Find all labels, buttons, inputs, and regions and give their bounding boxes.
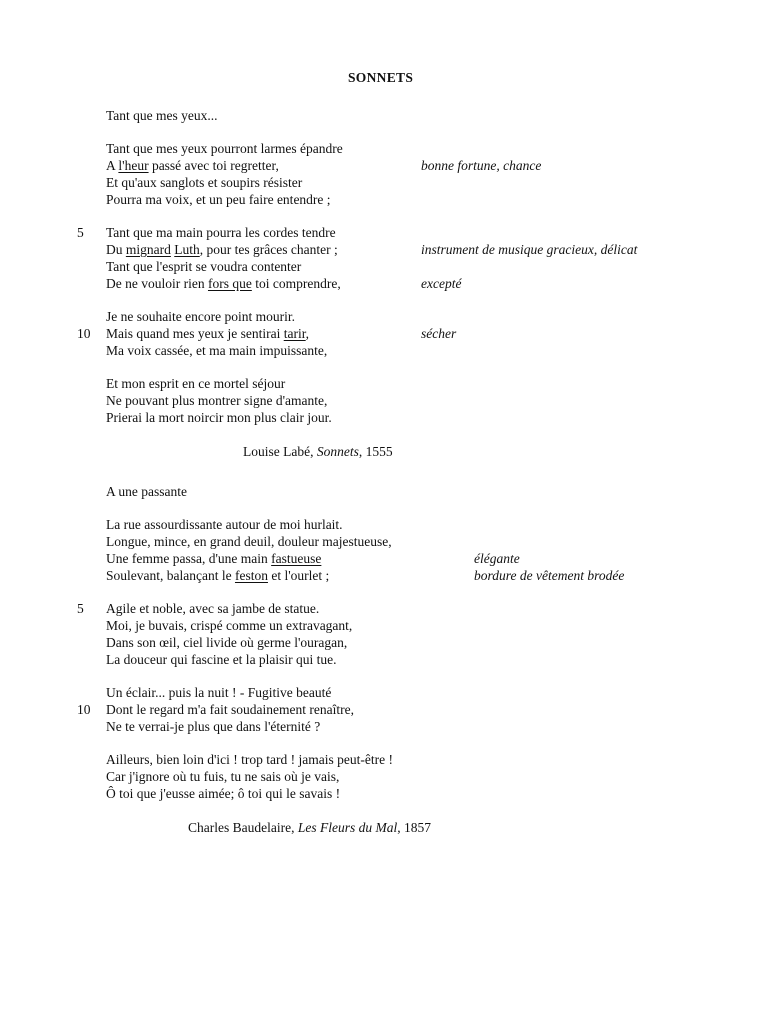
poem2-line-10: Dont le regard m'a fait soudainement renaître, <box>106 702 354 717</box>
poem2-line-3: Une femme passa, d'une main fastueuse <box>106 551 322 566</box>
poem1-attribution: Louise Labé, Sonnets, 1555 <box>243 444 393 459</box>
gloss-feston: bordure de vêtement brodée <box>474 568 625 583</box>
poem2-line-7: Dans son œil, ciel livide où germe l'ouragan, <box>106 635 348 650</box>
poem1-line-3: Et qu'aux sanglots et soupirs résister <box>106 175 303 190</box>
underlined-word: Luth <box>174 242 200 257</box>
poem1-line-10: Mais quand mes yeux je sentirai tarir, <box>106 326 310 341</box>
line-number-5: 5 <box>77 225 84 240</box>
poem1-line-5: Tant que ma main pourra les cordes tendre <box>106 225 336 240</box>
poem1-line-13: Ne pouvant plus montrer signe d'amante, <box>106 393 328 408</box>
underlined-word: feston <box>234 568 268 583</box>
poem1-line-14: Prierai la mort noircir mon plus clair jour. <box>106 410 332 425</box>
poem1-line-9: Je ne souhaite encore point mourir. <box>106 309 295 324</box>
line-number-5: 5 <box>77 601 84 616</box>
poem1-line-8: De ne vouloir rien fors que toi comprendre, <box>106 276 341 291</box>
poem1-line-2: A l'heur passé avec toi regretter, <box>106 158 279 173</box>
poem2-line-13: Car j'ignore où tu fuis, tu ne sais où je vais, <box>106 769 340 784</box>
poem2-heading: A une passante <box>106 484 187 499</box>
poem1-line-12: Et mon esprit en ce mortel séjour <box>106 376 286 391</box>
underlined-word: fastueuse <box>271 551 322 566</box>
underlined-word: fors que <box>207 276 252 291</box>
poem2-line-5: Agile et noble, avec sa jambe de statue. <box>106 601 320 616</box>
line-number-10: 10 <box>77 702 91 717</box>
underlined-word: mignard <box>125 242 171 257</box>
gloss-luth: instrument de musique gracieux, délicat <box>421 242 638 257</box>
poem1-line-6: Du mignard Luth, pour tes grâces chanter ; <box>106 242 338 257</box>
poem2-attribution: Charles Baudelaire, Les Fleurs du Mal, 1857 <box>188 820 431 835</box>
poem1-line-7: Tant que l'esprit se voudra contenter <box>106 259 302 274</box>
poem2-line-12: Ailleurs, bien loin d'ici ! trop tard ! jamais peut-être ! <box>106 752 393 767</box>
gloss-fastueuse: élégante <box>474 551 520 566</box>
poem2-line-4: Soulevant, balançant le feston et l'ourlet ; <box>106 568 330 583</box>
poem2-line-8: La douceur qui fascine et la plaisir qui tue. <box>106 652 337 667</box>
underlined-word: tarir <box>283 326 306 341</box>
line-number-10: 10 <box>77 326 91 341</box>
gloss-fors-que: excepté <box>421 276 462 291</box>
poem1-line-4: Pourra ma voix, et un peu faire entendre ; <box>106 192 331 207</box>
gloss-heur: bonne fortune, chance <box>421 158 542 173</box>
underlined-word: l'heur <box>118 158 149 173</box>
poem1-heading: Tant que mes yeux... <box>106 108 218 123</box>
poem2-line-6: Moi, je buvais, crispé comme un extravagant, <box>106 618 353 633</box>
poem2-line-14: Ô toi que j'eusse aimée; ô toi qui le savais ! <box>106 786 341 801</box>
page-title: SONNETS <box>348 70 414 85</box>
poem2-line-1: La rue assourdissante autour de moi hurlait. <box>106 517 343 532</box>
poem2-line-11: Ne te verrai-je plus que dans l'éternité ? <box>106 719 321 734</box>
poem2-line-9: Un éclair... puis la nuit ! - Fugitive beauté <box>106 685 332 700</box>
poem2-line-2: Longue, mince, en grand deuil, douleur majestueuse, <box>106 534 392 549</box>
gloss-tarir: sécher <box>421 326 457 341</box>
poem1-line-1: Tant que mes yeux pourront larmes épandre <box>106 141 343 156</box>
poem1-line-11: Ma voix cassée, et ma main impuissante, <box>106 343 328 358</box>
